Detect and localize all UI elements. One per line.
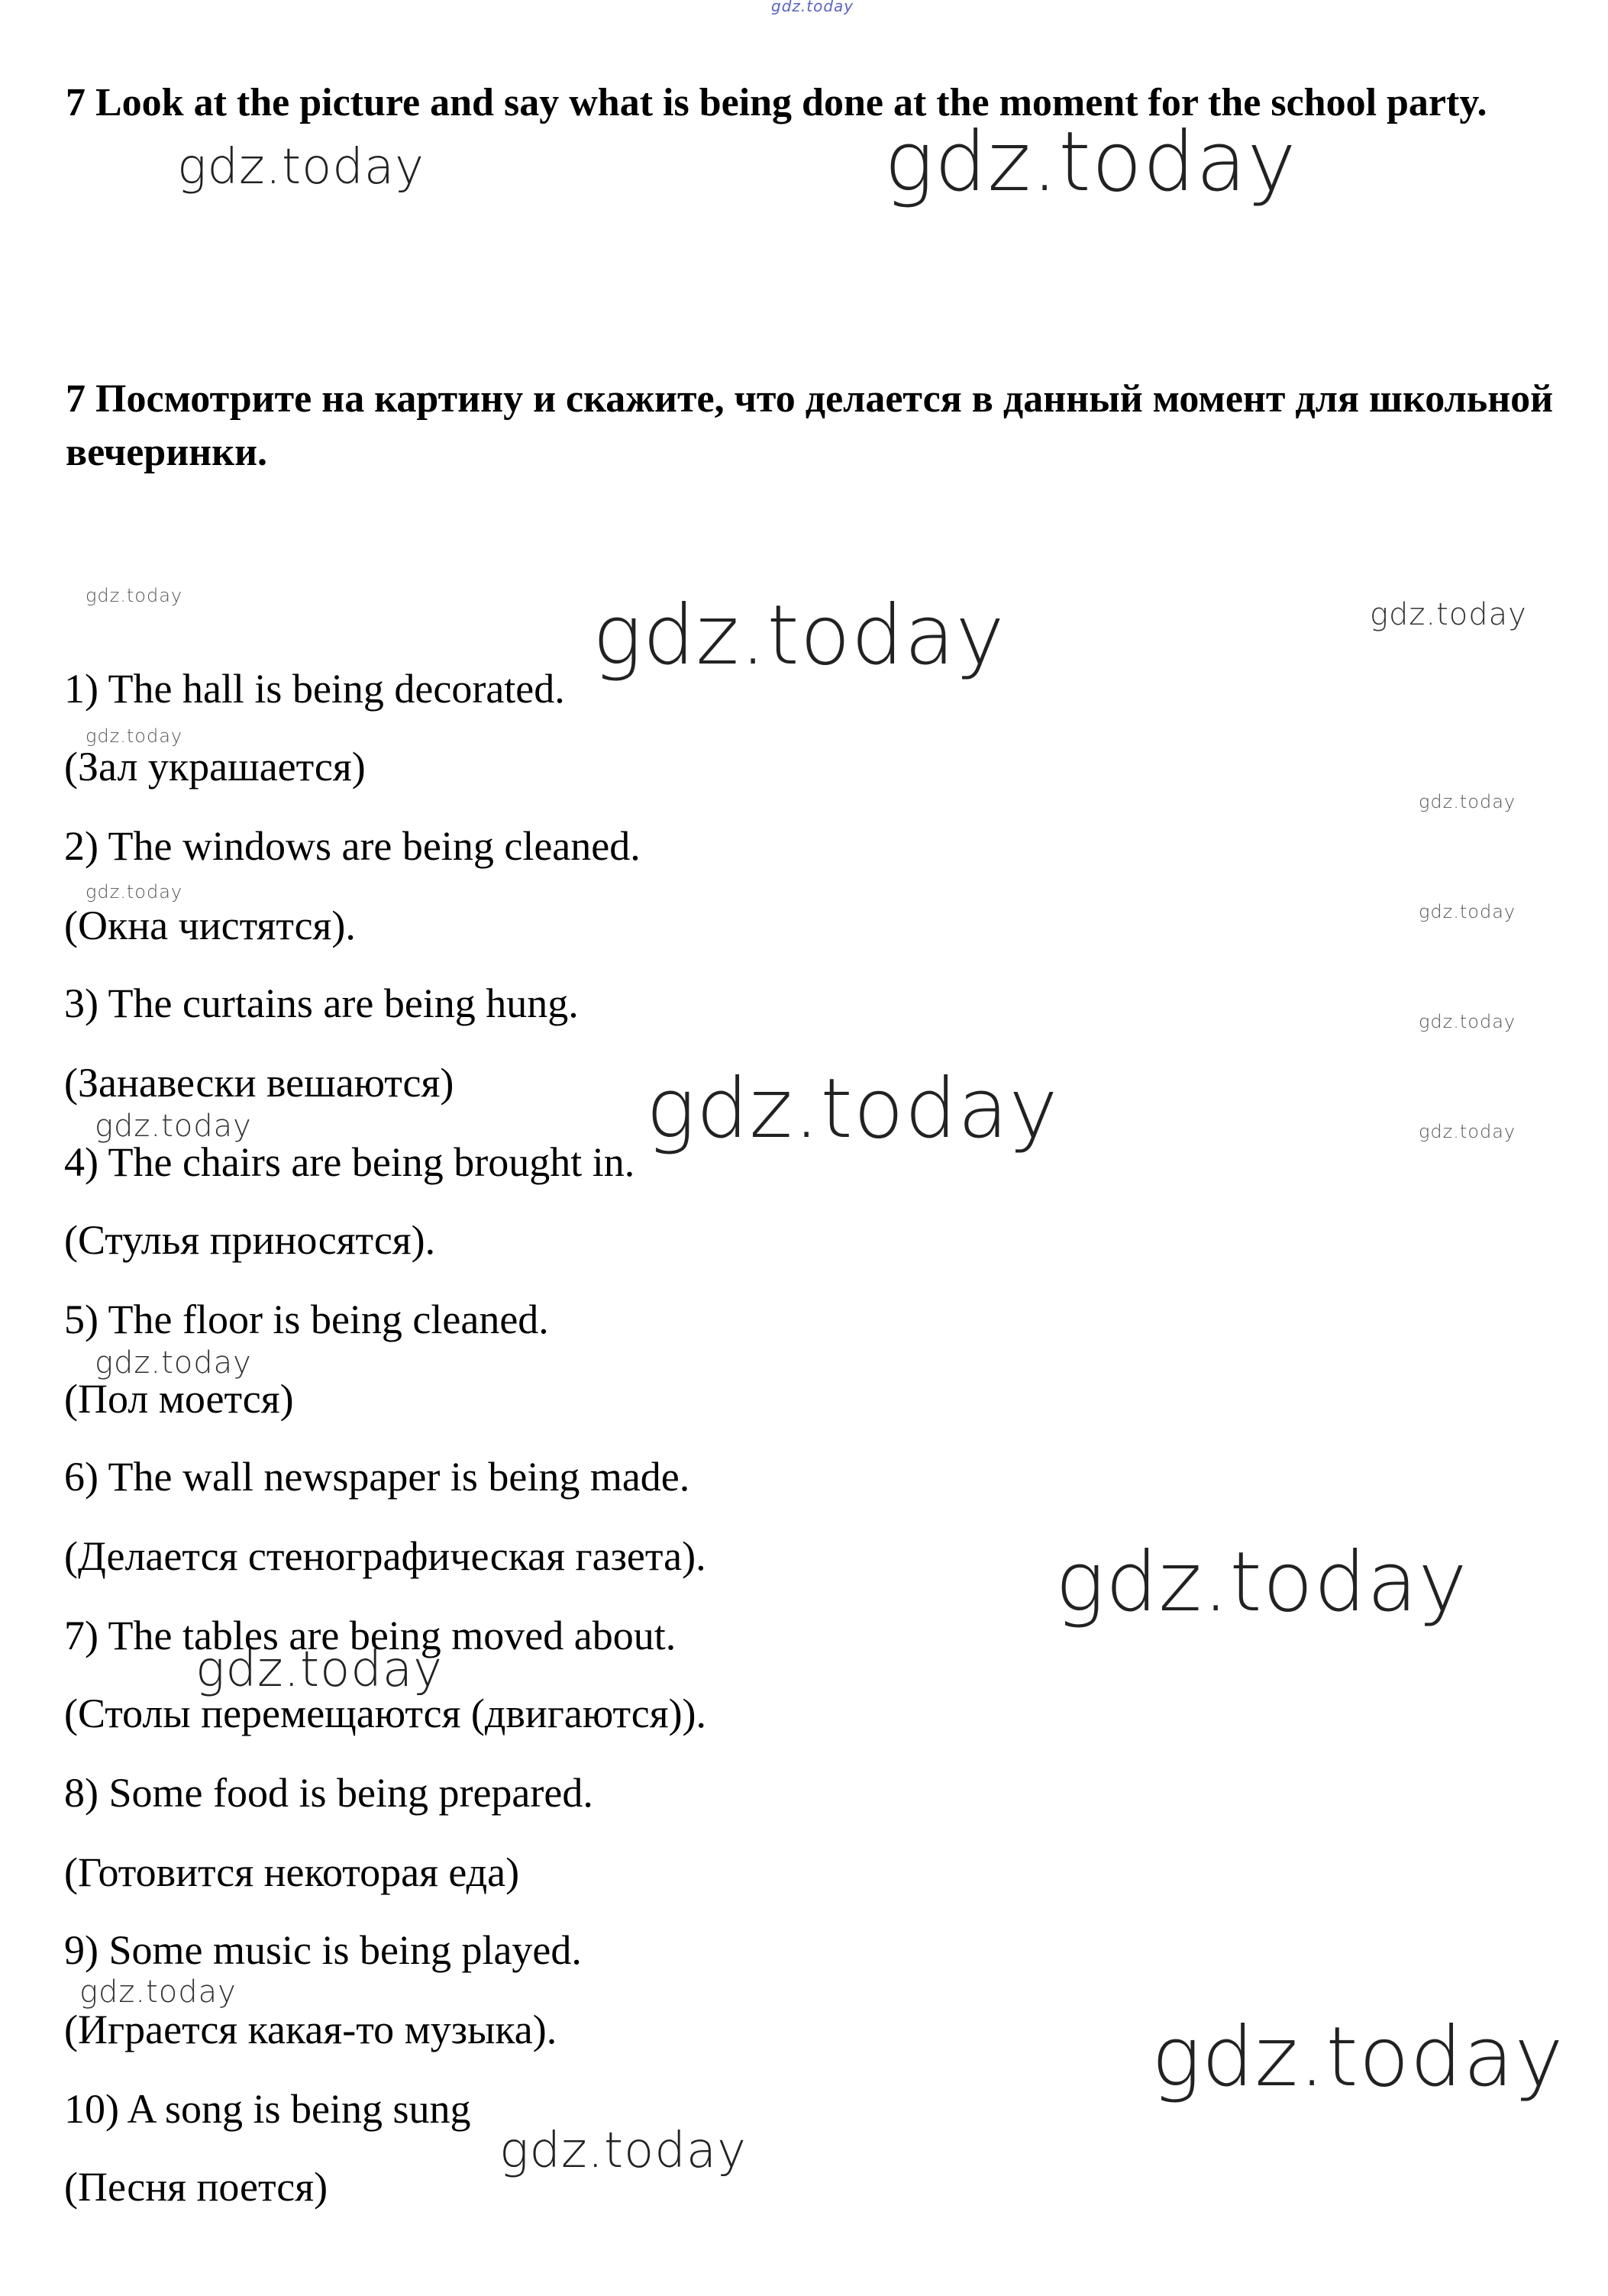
exercise-heading-ru: 7 Посмотрите на картину и скажите, что делается в данный момент для школьной вечеринки.: [66, 377, 1554, 474]
watermark: gdz.today: [1151, 2010, 1564, 2105]
watermark: gdz.today: [1419, 1011, 1516, 1032]
watermark: gdz.today: [1419, 791, 1516, 812]
watermark: gdz.today: [884, 115, 1297, 210]
answer-en: 5) The floor is being cleaned.: [64, 1297, 549, 1342]
watermark: gdz.today: [593, 588, 1006, 683]
watermark: gdz.today: [499, 2123, 747, 2179]
answer-ru: (Столы перемещаются (двигаются)).: [64, 1691, 707, 1736]
answer-ru: (Играется какая-то музыка).: [64, 2007, 557, 2052]
answer-ru: (Окна чистятся).: [64, 903, 356, 948]
watermark: gdz.today: [86, 881, 183, 903]
answer-en: 8) Some food is being prepared.: [64, 1770, 593, 1816]
answer-en: 6) The wall newspaper is being made.: [64, 1454, 690, 1500]
watermark: gdz.today: [646, 1061, 1059, 1157]
watermark: gdz.today: [195, 1642, 443, 1698]
watermark: gdz.today: [177, 139, 425, 195]
watermark: gdz.today: [79, 1975, 237, 2010]
watermark: gdz.today: [1419, 901, 1516, 922]
answer-ru: (Пол моется): [64, 1376, 294, 1422]
watermark: gdz.today: [1419, 1121, 1516, 1142]
answer-en: 9) Some music is being played.: [64, 1927, 582, 1973]
watermark: gdz.today: [1055, 1535, 1468, 1630]
answer-en: 3) The curtains are being hung.: [64, 980, 579, 1026]
watermark: gdz.today: [771, 0, 854, 15]
answer-ru: (Занавески вешаются): [64, 1060, 454, 1106]
answer-en: 7) The tables are being moved about.: [64, 1613, 676, 1658]
watermark: gdz.today: [86, 585, 183, 606]
answer-ru: (Готовится некоторая еда): [64, 1849, 520, 1895]
answer-en: 1) The hall is being decorated.: [64, 666, 565, 712]
answer-en: 4) The chairs are being brought in.: [64, 1139, 635, 1185]
answer-ru: (Зал украшается): [64, 744, 366, 790]
exercise-heading-en: 7 Look at the picture and say what is being done at the moment for the school party.: [66, 81, 1487, 124]
watermark: gdz.today: [95, 1109, 252, 1144]
watermark: gdz.today: [1370, 597, 1527, 632]
answer-en: 2) The windows are being cleaned.: [64, 823, 641, 869]
answer-ru: (Песня поется): [64, 2164, 328, 2210]
watermark: gdz.today: [86, 725, 183, 747]
answer-ru: (Делается стенографическая газета).: [64, 1533, 706, 1579]
answer-en: 10) A song is being sung: [64, 2086, 471, 2132]
answer-ru: (Стулья приносятся).: [64, 1217, 436, 1263]
watermark: gdz.today: [95, 1345, 252, 1381]
